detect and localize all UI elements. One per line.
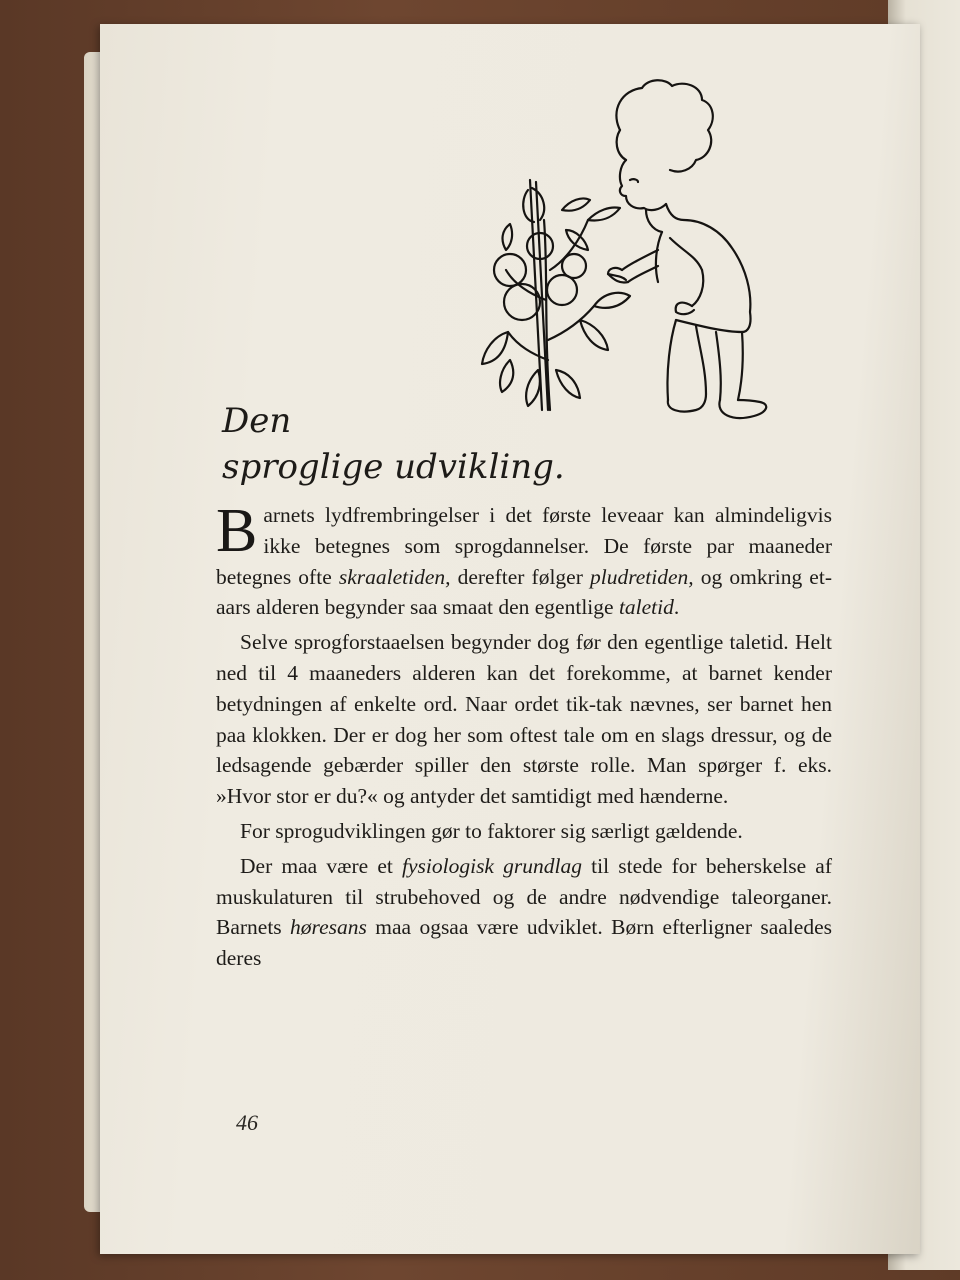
paragraph-1-text-d: . bbox=[673, 595, 680, 620]
child-figure bbox=[608, 80, 766, 418]
body-text bbox=[216, 497, 832, 978]
emphasis-taletid: taletid bbox=[618, 595, 674, 620]
emphasis-horesans: høresans bbox=[290, 915, 367, 940]
paragraph-2: Selve sprogforstaaelsen begynder dog før den egentlige taletid. Helt ned til 4 maaneders alderen kan det forekomme, at barnet kender betydningen af enkelte ord. Naar ordet tik-tak nævnes, ser barnet hen paa klokken. Der er dog her som oftest tale om en slags dressur, og de ledsagende gebærder spiller den største rolle. Man spørger f. eks. »Hvor stor er du?« og antyder det samtidigt med hænderne. bbox=[216, 630, 832, 809]
child-with-tomato-plant-drawing bbox=[470, 70, 820, 440]
drop-cap: B bbox=[216, 497, 258, 565]
emphasis-fysiologisk-grundlag: fysiologisk grundlag bbox=[402, 853, 582, 878]
emphasis-pludretiden: pludretiden, bbox=[589, 564, 694, 589]
paragraph-1-text-b: derefter følger bbox=[450, 564, 590, 589]
page-number: 46 bbox=[236, 1110, 258, 1135]
paragraph-1 bbox=[216, 497, 832, 623]
emphasis-skraaletiden: skraaletiden, bbox=[338, 564, 451, 589]
chapter-title bbox=[222, 398, 742, 490]
chapter-title-line-2: sproglige udvikling. bbox=[222, 447, 565, 487]
tomato-plant bbox=[482, 180, 630, 410]
paragraph-1-text-a: arnets lydfrembringelser i det første leveaar kan almindeligvis ikke betegnes som sprogdannelser. De første par maaneder betegnes ofte bbox=[216, 503, 832, 589]
paragraph-4-text-a: Der maa være et bbox=[240, 853, 403, 878]
paragraph-4 bbox=[216, 851, 832, 974]
paragraph-1-text-c: og omkring et-aars alderen begynder saa smaat den egentlige bbox=[216, 564, 832, 620]
paragraph-4-text-c: maa ogsaa være udviklet. Børn efterligner saaledes deres bbox=[216, 915, 832, 971]
paragraph-4-text-b: til stede for beherskelse af muskulaturen til strubehoved og de andre nødvendige taleorganer. Barnets bbox=[216, 853, 832, 940]
chapter-title-line-1: Den bbox=[222, 401, 292, 441]
paragraph-3: For sprogudviklingen gør to faktorer sig særligt gældende. bbox=[240, 818, 743, 843]
